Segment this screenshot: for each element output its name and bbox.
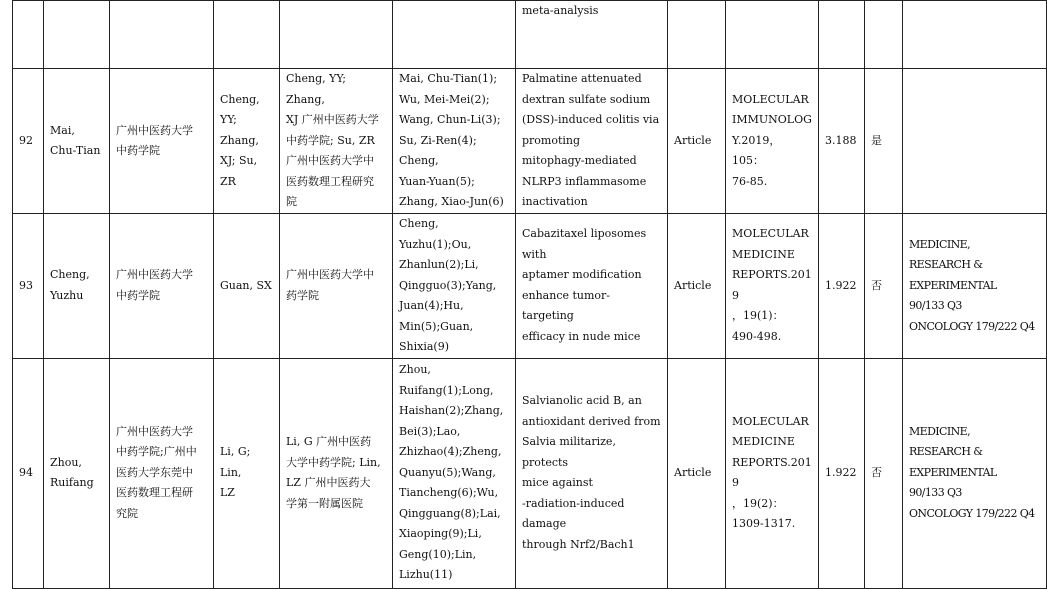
- row-number: 93: [13, 214, 44, 359]
- impact-factor: 3.188: [819, 69, 865, 214]
- paper-title: Palmatine attenuated dextran sulfate sodium (DSS)-induced colitis via promoting mitophagy-mediated NLRP3 inflammasome inactivation: [516, 69, 668, 214]
- cell: [865, 1, 903, 69]
- all-authors: Zhou, Ruifang(1);Long, Haishan(2);Zhang, Bei(3);Lao, Zhizhao(4);Zheng, Quanyu(5);Wang, Tiancheng(6);Wu, Qingguang(8);Lai, Xiaoping(9);Li, Geng(10);Lin, Lizhu(11): [393, 358, 516, 588]
- cell: [110, 1, 214, 69]
- table-row: [13, 358, 1047, 588]
- all-authors: Cheng, Yuzhu(1);Ou, Zhanlun(2);Li, Qingguo(3);Yang, Juan(4);Hu, Min(5);Guan, Shixia(9): [393, 214, 516, 359]
- paper-type: Article: [668, 358, 726, 588]
- first-author: Zhou, Ruifang: [44, 358, 110, 588]
- cell: [819, 1, 865, 69]
- paper-type: Article: [668, 214, 726, 359]
- category-rank: [903, 69, 1047, 214]
- cell: [280, 1, 393, 69]
- first-author: Cheng, Yuzhu: [44, 214, 110, 359]
- table-row: [13, 1, 1047, 69]
- journal-info: MOLECULAR IMMUNOLOG Y.2019，105： 76-85.: [726, 69, 819, 214]
- corresponding-author: Guan, SX: [214, 214, 280, 359]
- table-row: [13, 69, 1047, 214]
- journal-info: MOLECULAR MEDICINE REPORTS.2019 ，19(2)： 1309-1317.: [726, 358, 819, 588]
- paper-type: Article: [668, 69, 726, 214]
- category-rank: MEDICINE, RESEARCH & EXPERIMENTAL 90/133 Q3 ONCOLOGY 179/222 Q4: [903, 358, 1047, 588]
- journal-info: MOLECULAR MEDICINE REPORTS.2019 ，19(1)： 490-498.: [726, 214, 819, 359]
- corresponding-affiliation: 广州中医药大学中 药学院: [280, 214, 393, 359]
- flag-cell: 否: [865, 214, 903, 359]
- row-number: 94: [13, 358, 44, 588]
- cell: [214, 1, 280, 69]
- impact-factor: 1.922: [819, 358, 865, 588]
- cell: [668, 1, 726, 69]
- title-cell: meta-analysis: [516, 1, 668, 69]
- row-number: 92: [13, 69, 44, 214]
- paper-title: Cabazitaxel liposomes with aptamer modification enhance tumor-targeting efficacy in nude mice: [516, 214, 668, 359]
- publication-table: [12, 0, 1047, 589]
- corresponding-author: Li, G; Lin, LZ: [214, 358, 280, 588]
- paper-title: Salvianolic acid B, an antioxidant derived from Salvia militarize, protects mice against -radiation-induced damage through Nrf2/Bach1: [516, 358, 668, 588]
- table-row: [13, 214, 1047, 359]
- corresponding-affiliation: Li, G 广州中医药 大学中药学院; Lin, LZ 广州中医药大 学第一附属医院: [280, 358, 393, 588]
- category-rank: MEDICINE, RESEARCH & EXPERIMENTAL 90/133 Q3 ONCOLOGY 179/222 Q4: [903, 214, 1047, 359]
- author-affiliation: 广州中医药大学 中药学院: [110, 69, 214, 214]
- cell: [13, 1, 44, 69]
- author-affiliation: 广州中医药大学 中药学院: [110, 214, 214, 359]
- cell: [903, 1, 1047, 69]
- corresponding-affiliation: Cheng, YY; Zhang, XJ 广州中医药大学 中药学院; Su, ZR 广州中医药大学中 医药数理工程研究 院: [280, 69, 393, 214]
- cell: [726, 1, 819, 69]
- corresponding-author: Cheng, YY; Zhang, XJ; Su, ZR: [214, 69, 280, 214]
- all-authors: Mai, Chu-Tian(1); Wu, Mei-Mei(2); Wang, Chun-Li(3); Su, Zi-Ren(4); Cheng, Yuan-Yuan(5); Zhang, Xiao-Jun(6): [393, 69, 516, 214]
- first-author: Mai, Chu-Tian: [44, 69, 110, 214]
- cell: [393, 1, 516, 69]
- flag-cell: 否: [865, 358, 903, 588]
- flag-cell: 是: [865, 69, 903, 214]
- cell: [44, 1, 110, 69]
- author-affiliation: 广州中医药大学 中药学院;广州中 医药大学东莞中 医药数理工程研 究院: [110, 358, 214, 588]
- impact-factor: 1.922: [819, 214, 865, 359]
